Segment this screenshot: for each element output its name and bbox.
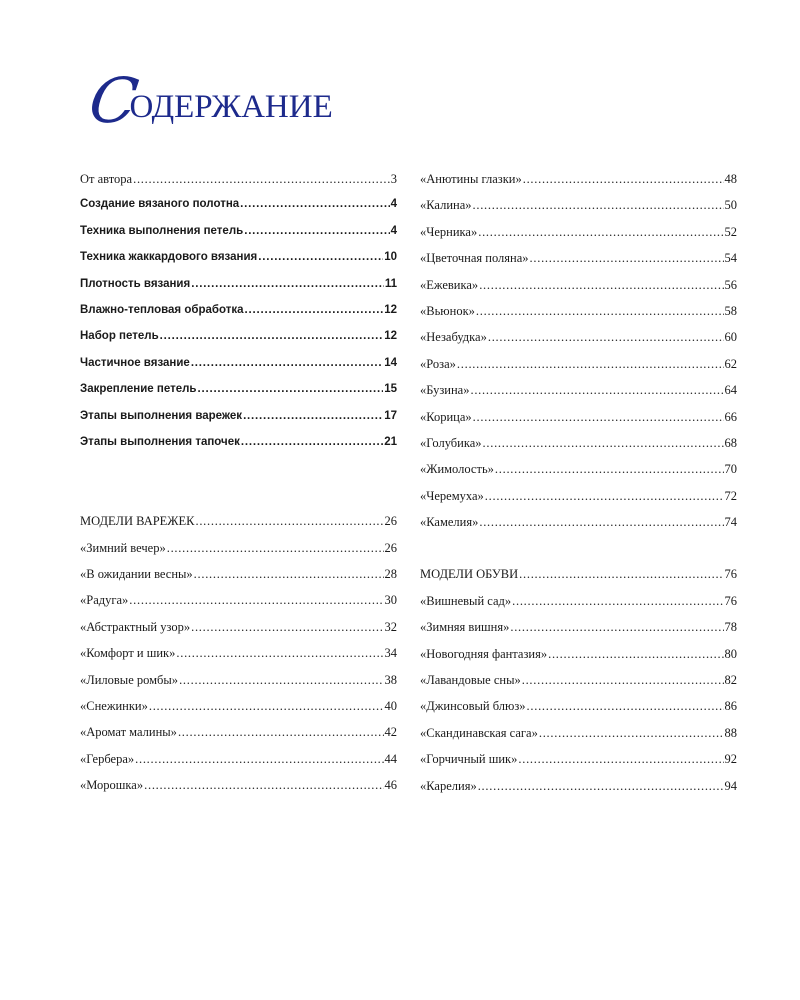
- dot-leader: [244, 225, 389, 237]
- toc-entry-title: «Горчичный шик»: [420, 752, 518, 767]
- toc-entry[interactable]: [80, 620, 397, 646]
- toc-entry[interactable]: [80, 567, 397, 593]
- toc-entry-page: 44: [384, 751, 397, 766]
- toc-entry-page: 78: [724, 620, 737, 635]
- toc-entry[interactable]: [80, 725, 397, 751]
- dot-leader: [129, 593, 383, 608]
- toc-entry[interactable]: [420, 752, 737, 778]
- toc-entry-page: 4: [390, 224, 397, 237]
- toc-entry-page: 88: [724, 725, 737, 740]
- toc-entry-page: 76: [724, 567, 737, 582]
- dot-leader: [510, 620, 723, 635]
- toc-entry-title: Этапы выполнения варежек: [80, 409, 243, 422]
- section-spacer: [80, 462, 397, 514]
- toc-entry-page: 50: [724, 198, 737, 213]
- toc-entry[interactable]: [420, 620, 737, 646]
- toc-entry[interactable]: [420, 462, 737, 488]
- toc-entry-title: «Ежевика»: [420, 277, 479, 292]
- toc-entry-page: 40: [384, 699, 397, 714]
- toc-entry-title: «Незабудка»: [420, 330, 487, 345]
- dot-leader: [483, 436, 724, 451]
- toc-entry-title: Частичное вязание: [80, 356, 190, 369]
- toc-entry-page: 60: [724, 330, 737, 345]
- section-spacer: [420, 541, 737, 567]
- toc-entry-title: От автора: [80, 172, 133, 186]
- dot-leader: [243, 410, 383, 422]
- toc-entry-page: 21: [384, 435, 397, 448]
- title-text: ОДЕРЖАНИЕ: [129, 89, 333, 125]
- toc-entry-title: «Карелия»: [420, 778, 477, 793]
- toc-entry-page: 86: [724, 699, 737, 714]
- toc-entry-title: «Джинсовый блюз»: [420, 699, 526, 714]
- toc-entry-page: 30: [384, 593, 397, 608]
- toc-entry-title: «Снежинки»: [80, 699, 148, 714]
- dot-leader: [519, 567, 723, 582]
- toc-entry-title: Закрепление петель: [80, 383, 197, 396]
- toc-entry-page: 92: [724, 752, 737, 767]
- title-initial: С: [84, 64, 141, 137]
- toc-entry[interactable]: [420, 304, 737, 330]
- dot-leader: [548, 647, 723, 662]
- toc-entry-title: Создание вязаного полотна: [80, 198, 240, 211]
- toc-entry-title: «Лавандовые сны»: [420, 673, 521, 688]
- toc-entry-page: 58: [724, 303, 737, 318]
- toc-entry-page: 48: [724, 172, 737, 186]
- toc-entry[interactable]: [80, 593, 397, 619]
- toc-entry[interactable]: [420, 278, 737, 304]
- toc-entry[interactable]: [420, 198, 737, 224]
- toc-entry-title: «Калина»: [420, 198, 472, 213]
- toc-entry-page: 46: [384, 778, 397, 793]
- toc-entry-title: «Вьюнок»: [420, 303, 475, 318]
- dot-leader: [512, 594, 723, 609]
- toc-section-footwear: [420, 567, 737, 805]
- dot-leader: [476, 304, 724, 319]
- toc-entry[interactable]: [420, 673, 737, 699]
- toc-entry-page: 10: [384, 251, 397, 264]
- toc-entry-title: «Жимолость»: [420, 462, 494, 477]
- toc-entry[interactable]: [420, 567, 737, 593]
- dot-leader: [135, 752, 383, 767]
- toc-entry-title: Набор петель: [80, 330, 159, 343]
- toc-entry[interactable]: [80, 225, 397, 251]
- dot-leader: [495, 462, 724, 477]
- toc-entry-title: МОДЕЛИ ВАРЕЖЕК: [80, 514, 195, 529]
- toc-entry-title: «Зимний вечер»: [80, 540, 166, 555]
- toc-entry-page: 32: [384, 619, 397, 634]
- dot-leader: [191, 278, 384, 290]
- toc-entry-title: Техника выполнения петель: [80, 224, 244, 237]
- toc-entry-page: 42: [384, 725, 397, 740]
- toc-entry-page: 11: [384, 277, 397, 290]
- toc-entry[interactable]: [420, 489, 737, 515]
- toc-entry[interactable]: [80, 646, 397, 672]
- toc-entry[interactable]: [80, 198, 397, 224]
- toc-entry-page: 80: [724, 646, 737, 661]
- toc-entry[interactable]: [420, 251, 737, 277]
- toc-entry-title: Плотность вязания: [80, 277, 191, 290]
- dot-leader: [522, 673, 724, 688]
- toc-entry[interactable]: [420, 383, 737, 409]
- dot-leader: [530, 251, 724, 266]
- toc-entry-page: 28: [384, 567, 397, 582]
- toc-entry[interactable]: [420, 330, 737, 356]
- dot-leader: [258, 251, 383, 263]
- dot-leader: [488, 330, 724, 345]
- toc-entry[interactable]: [80, 541, 397, 567]
- dot-leader: [473, 410, 724, 425]
- toc-entry-title: «Анютины глазки»: [420, 172, 522, 186]
- dot-leader: [160, 330, 384, 342]
- toc-entry-title: «Камелия»: [420, 515, 479, 530]
- toc-entry-page: 82: [724, 673, 737, 688]
- toc-entry[interactable]: [420, 172, 737, 198]
- toc-entry-page: 94: [724, 778, 737, 793]
- dot-leader: [523, 172, 724, 187]
- toc-entry[interactable]: [80, 357, 397, 383]
- toc-entry-title: «Гербера»: [80, 751, 135, 766]
- dot-leader: [479, 278, 723, 293]
- toc-entry-page: 4: [390, 198, 397, 211]
- dot-leader: [241, 436, 383, 448]
- toc-entry-title: МОДЕЛИ ОБУВИ: [420, 567, 519, 582]
- dot-leader: [191, 357, 383, 369]
- toc-right-column: [420, 172, 737, 805]
- toc-section-mittens: [80, 514, 397, 804]
- toc-entry-title: «Лиловые ромбы»: [80, 672, 179, 687]
- toc-entry[interactable]: [420, 726, 737, 752]
- toc-entry-page: 64: [724, 383, 737, 398]
- toc-entry-page: 54: [724, 251, 737, 266]
- toc-entry-title: «Голубика»: [420, 435, 482, 450]
- dot-leader: [479, 515, 723, 530]
- toc-entry[interactable]: [80, 172, 397, 198]
- toc-section-mittens-continued: [420, 172, 737, 541]
- toc-entry-page: 26: [384, 540, 397, 555]
- toc-entry-title: «Цветочная поляна»: [420, 251, 529, 266]
- toc-entry-page: 74: [724, 515, 737, 530]
- dot-leader: [197, 383, 383, 395]
- toc-entry-page: 3: [390, 172, 397, 186]
- toc-entry-title: «Скандинавская сага»: [420, 725, 538, 740]
- toc-section-basics: [80, 172, 397, 462]
- dot-leader: [167, 541, 384, 556]
- dot-leader: [195, 514, 383, 529]
- dot-leader: [539, 726, 724, 741]
- dot-leader: [191, 620, 383, 635]
- toc-entry-page: 72: [724, 488, 737, 503]
- toc-entry-title: «Зимняя вишня»: [420, 620, 510, 635]
- toc-entry-title: «В ожидании весны»: [80, 567, 193, 582]
- toc-entry[interactable]: [80, 251, 397, 277]
- toc-entry-title: «Морошка»: [80, 778, 144, 793]
- toc-entry-page: 15: [384, 383, 397, 396]
- toc-entry[interactable]: [420, 357, 737, 383]
- toc-entry[interactable]: [420, 594, 737, 620]
- toc-entry-title: «Аромат малины»: [80, 725, 177, 740]
- dot-leader: [245, 304, 384, 316]
- dot-leader: [527, 699, 724, 714]
- toc-left-column: [80, 172, 397, 805]
- toc-entry-page: 38: [384, 672, 397, 687]
- dot-leader: [179, 673, 383, 688]
- toc-entry-page: 52: [724, 224, 737, 239]
- dot-leader: [194, 567, 384, 582]
- toc-entry-title: «Новогодняя фантазия»: [420, 646, 548, 661]
- toc-entry-title: «Комфорт и шик»: [80, 646, 176, 661]
- toc-entry[interactable]: [80, 673, 397, 699]
- toc-entry[interactable]: [80, 752, 397, 778]
- toc-entry[interactable]: [420, 436, 737, 462]
- toc-entry[interactable]: [420, 410, 737, 436]
- toc-entry-page: 34: [384, 646, 397, 661]
- toc-entry-page: 26: [384, 514, 397, 529]
- toc-entry-title: «Роза»: [420, 356, 456, 371]
- dot-leader: [133, 172, 390, 187]
- toc-entry-page: 62: [724, 356, 737, 371]
- toc-entry-title: «Абстрактный узор»: [80, 619, 191, 634]
- toc-entry-title: «Черемуха»: [420, 488, 484, 503]
- dot-leader: [178, 725, 384, 740]
- toc-entry[interactable]: [80, 699, 397, 725]
- toc-entry-page: 68: [724, 435, 737, 450]
- toc-entry[interactable]: [80, 778, 397, 804]
- dot-leader: [176, 646, 383, 661]
- dot-leader: [473, 198, 724, 213]
- toc-entry-title: «Корица»: [420, 409, 472, 424]
- toc-entry[interactable]: [80, 278, 397, 304]
- dot-leader: [144, 778, 383, 793]
- dot-leader: [478, 225, 723, 240]
- dot-leader: [485, 489, 724, 504]
- dot-leader: [518, 752, 723, 767]
- toc-entry-title: Влажно-тепловая обработка: [80, 303, 244, 316]
- toc-entry[interactable]: [420, 515, 737, 541]
- toc-entry-page: 70: [724, 462, 737, 477]
- dot-leader: [457, 357, 724, 372]
- page-title: [84, 62, 333, 137]
- toc-entry-title: «Бузина»: [420, 383, 470, 398]
- toc-entry-page: 56: [724, 277, 737, 292]
- toc-entry-page: 12: [384, 303, 397, 316]
- dot-leader: [240, 198, 389, 210]
- dot-leader: [478, 779, 724, 794]
- toc-entry[interactable]: [80, 383, 397, 409]
- toc-entry-page: 14: [384, 356, 397, 369]
- toc-entry[interactable]: [80, 304, 397, 330]
- toc-entry[interactable]: [420, 699, 737, 725]
- dot-leader: [149, 699, 384, 714]
- toc-entry[interactable]: [80, 514, 397, 540]
- toc-entry[interactable]: [420, 779, 737, 805]
- toc-entry-page: 17: [384, 409, 397, 422]
- dot-leader: [470, 383, 723, 398]
- toc-entry[interactable]: [80, 330, 397, 356]
- toc-entry-title: Техника жаккардового вязания: [80, 251, 258, 264]
- toc-entry-page: 76: [724, 593, 737, 608]
- toc-entry[interactable]: [420, 647, 737, 673]
- toc-entry[interactable]: [80, 410, 397, 436]
- toc-entry-title: «Радуга»: [80, 593, 129, 608]
- toc-entry-page: 12: [384, 330, 397, 343]
- toc-entry-title: Этапы выполнения тапочек: [80, 435, 240, 448]
- toc-entry-title: «Вишневый сад»: [420, 593, 512, 608]
- toc-entry-page: 66: [724, 409, 737, 424]
- toc-entry-title: «Черника»: [420, 224, 478, 239]
- toc-entry[interactable]: [80, 436, 397, 462]
- toc-entry[interactable]: [420, 225, 737, 251]
